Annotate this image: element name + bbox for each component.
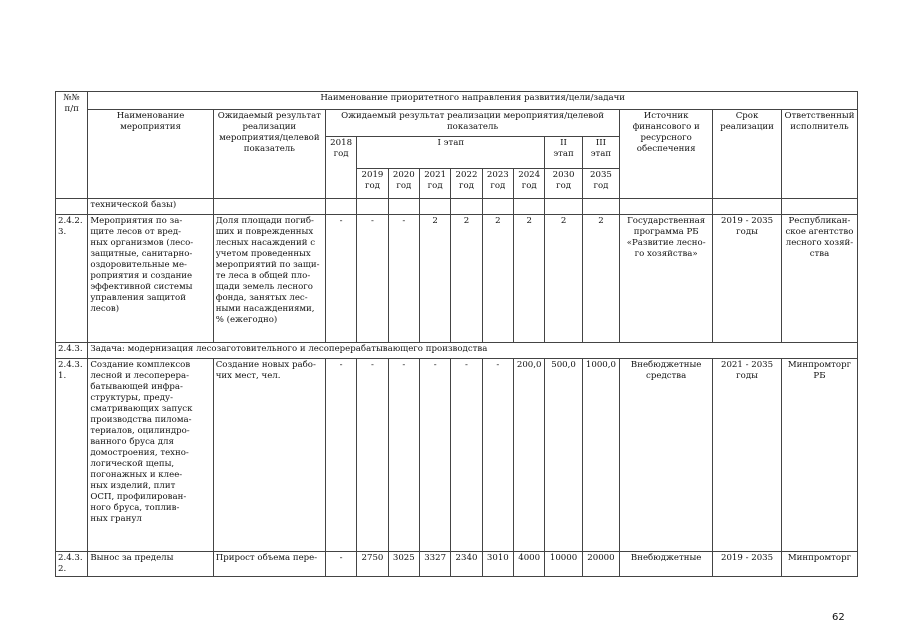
funding-source: Внебюджетные средства bbox=[620, 359, 713, 552]
value-2019: - bbox=[357, 359, 388, 552]
value-2018: - bbox=[325, 215, 356, 343]
term: 2019 - 2035 годы bbox=[713, 215, 782, 343]
table-row bbox=[56, 343, 858, 359]
expected-result: Прирост объема пере- bbox=[213, 552, 325, 577]
event-name: Вынос за пределы bbox=[88, 552, 213, 577]
value-2024: 4000 bbox=[514, 552, 545, 577]
header-row bbox=[56, 92, 858, 110]
funding-source: Государственная программа РБ «Развитие лесно- го хозяйства» bbox=[620, 215, 713, 343]
responsible: Минпромторг РБ bbox=[781, 359, 857, 552]
header-year: 2035 год bbox=[582, 169, 619, 199]
expected-result: Создание новых рабо- чих мест, чел. bbox=[213, 359, 325, 552]
header-year: 2022 год bbox=[451, 169, 482, 199]
cell bbox=[781, 199, 857, 215]
value-2022: 2340 bbox=[451, 552, 482, 577]
header-expected-result: Ожидаемый результат реализации мероприятия/целевой показатель bbox=[213, 110, 325, 199]
header-expected-result-years: Ожидаемый результат реализации мероприятия/целевой показатель bbox=[325, 110, 619, 137]
value-2030: 10000 bbox=[545, 552, 582, 577]
row-number: 2.4.3.2. bbox=[56, 552, 88, 577]
task-title: Задача: модернизация лесозаготовительного и лесоперерабатывающего производства bbox=[88, 343, 858, 359]
value-2024: 200,0 bbox=[514, 359, 545, 552]
value-2021: 2 bbox=[419, 215, 450, 343]
header-responsible: Ответственный исполнитель bbox=[781, 110, 857, 199]
value-2021: 3327 bbox=[419, 552, 450, 577]
header-year: 2023 год bbox=[482, 169, 513, 199]
cell bbox=[482, 199, 513, 215]
value-2020: - bbox=[388, 215, 419, 343]
value-2035: 20000 bbox=[582, 552, 619, 577]
header-stage-3: III этап bbox=[582, 137, 619, 169]
value-2020: 3025 bbox=[388, 552, 419, 577]
row-number: 2.4.3.1. bbox=[56, 359, 88, 552]
header-year: 2020 год bbox=[388, 169, 419, 199]
cell bbox=[545, 199, 582, 215]
cell bbox=[388, 199, 419, 215]
table-row bbox=[56, 199, 858, 215]
value-2035: 1000,0 bbox=[582, 359, 619, 552]
table-row bbox=[56, 552, 858, 577]
value-2022: - bbox=[451, 359, 482, 552]
cell bbox=[713, 199, 782, 215]
header-year: 2030 год bbox=[545, 169, 582, 199]
cell bbox=[56, 199, 88, 215]
funding-source: Внебюджетные bbox=[620, 552, 713, 577]
value-2019: - bbox=[357, 215, 388, 343]
cell bbox=[325, 199, 356, 215]
value-2022: 2 bbox=[451, 215, 482, 343]
value-2023: 3010 bbox=[482, 552, 513, 577]
header-event-name: Наименование мероприятия bbox=[88, 110, 213, 199]
value-2030: 500,0 bbox=[545, 359, 582, 552]
event-name: Мероприятия по за- щите лесов от вред- ных организмов (лесо- защитные, санитарно- оздоровительные ме- роприятия и создание эффективной системы управления защитой лесов) bbox=[88, 215, 213, 343]
header-funding-source: Источник финансового и ресурсного обеспечения bbox=[620, 110, 713, 199]
value-2035: 2 bbox=[582, 215, 619, 343]
header-year-2018: 2018 год bbox=[325, 137, 356, 199]
row-number: 2.4.3. bbox=[56, 343, 88, 359]
responsible: Минпромторг bbox=[781, 552, 857, 577]
value-2020: - bbox=[388, 359, 419, 552]
cell bbox=[451, 199, 482, 215]
header-year: 2021 год bbox=[419, 169, 450, 199]
value-2018: - bbox=[325, 359, 356, 552]
page-number: 62 bbox=[832, 612, 845, 623]
value-2030: 2 bbox=[545, 215, 582, 343]
header-term: Срок реализации bbox=[713, 110, 782, 199]
header-num: №№ п/п bbox=[56, 92, 88, 199]
cell bbox=[213, 199, 325, 215]
cell bbox=[419, 199, 450, 215]
value-2021: - bbox=[419, 359, 450, 552]
cell bbox=[620, 199, 713, 215]
value-2023: 2 bbox=[482, 215, 513, 343]
row-number: 2.4.2.3. bbox=[56, 215, 88, 343]
cell bbox=[582, 199, 619, 215]
term: 2019 - 2035 bbox=[713, 552, 782, 577]
cell bbox=[357, 199, 388, 215]
value-2024: 2 bbox=[514, 215, 545, 343]
program-table bbox=[55, 91, 858, 577]
header-row bbox=[56, 110, 858, 137]
header-stage-1: I этап bbox=[357, 137, 545, 169]
value-2023: - bbox=[482, 359, 513, 552]
cell bbox=[514, 199, 545, 215]
header-year: 2019 год bbox=[357, 169, 388, 199]
event-name: технической базы) bbox=[88, 199, 213, 215]
term: 2021 - 2035 годы bbox=[713, 359, 782, 552]
expected-result: Доля площади погиб- ших и поврежденных лесных насаждений с учетом проведенных мероприятий по защи- те леса в общей пло- щади земель лесного фонда, занятых лес- ными насаждениями, % (ежегодно) bbox=[213, 215, 325, 343]
event-name: Создание комплексов лесной и лесоперера- батывающей инфра- структуры, преду- сматривающих запуск производства пилома- териалов, оцилиндро- ванного бруса для домостроения, техно- логической щепы, погонажных и клее- ных изделий, плит ОСП, профилирован- ного бруса, топлив- ных гранул bbox=[88, 359, 213, 552]
value-2019: 2750 bbox=[357, 552, 388, 577]
table-row bbox=[56, 215, 858, 343]
header-year: 2024 год bbox=[514, 169, 545, 199]
header-stage-2: II этап bbox=[545, 137, 582, 169]
header-main-title: Наименование приоритетного направления развития/цели/задачи bbox=[88, 92, 858, 110]
responsible: Республикан- ское агентство лесного хозяй- ства bbox=[781, 215, 857, 343]
table-row bbox=[56, 359, 858, 552]
value-2018: - bbox=[325, 552, 356, 577]
